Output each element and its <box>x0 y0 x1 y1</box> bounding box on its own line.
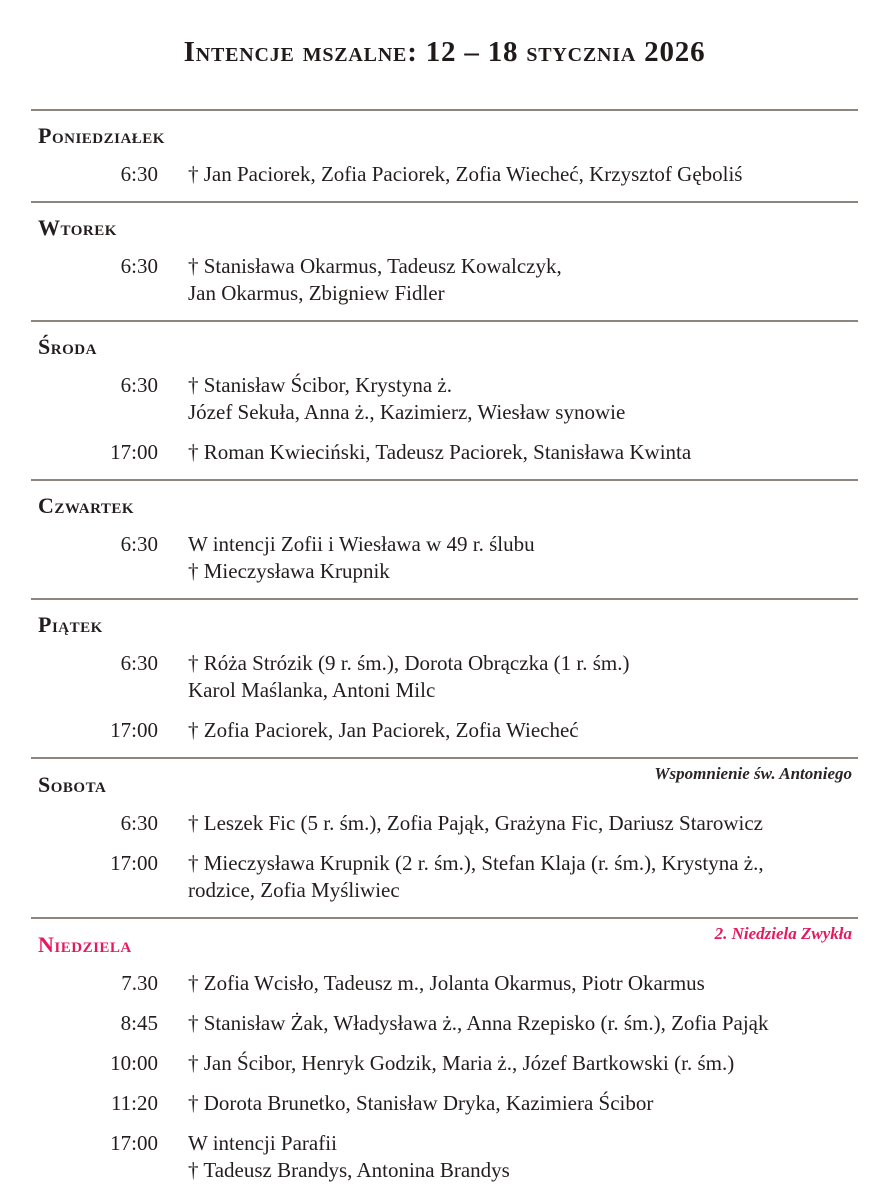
mass-time: 17:00 <box>110 851 158 875</box>
page-title: Intencje mszalne: 12 – 18 stycznia 2026 <box>183 36 706 68</box>
mass-intention <box>188 1050 858 1077</box>
mass-time: 17:00 <box>110 718 158 742</box>
day-section-czwartek <box>31 479 858 598</box>
day-header <box>31 759 858 797</box>
day-header <box>31 111 858 148</box>
mass-intention <box>188 650 858 704</box>
mass-intention-line: † Tadeusz Brandys, Antonina Brandys <box>188 1158 510 1182</box>
mass-intention-line: W intencji Zofii i Wiesława w 49 r. ślubu <box>188 532 535 556</box>
mass-row <box>31 810 858 837</box>
day-note: Wspomnienie św. Antoniego <box>654 764 852 783</box>
mass-intention-line: † Mieczysława Krupnik (2 r. śm.), Stefan Klaja (r. śm.), Krystyna ż., <box>188 851 764 875</box>
mass-row <box>31 1090 858 1117</box>
mass-intention-line: Karol Maślanka, Antoni Milc <box>188 678 436 702</box>
mass-row <box>31 439 858 466</box>
mass-intention-line: † Stanisław Żak, Władysława ż., Anna Rzepisko (r. śm.), Zofia Pająk <box>188 1011 769 1035</box>
day-header <box>31 203 858 240</box>
mass-time: 11:20 <box>110 1091 158 1115</box>
mass-row <box>31 253 858 307</box>
mass-row <box>31 970 858 997</box>
day-name: Czwartek <box>38 493 135 518</box>
mass-time: 6:30 <box>120 532 158 556</box>
day-name: Poniedziałek <box>38 123 165 148</box>
mass-intention <box>188 531 858 585</box>
mass-row <box>31 531 858 585</box>
mass-row <box>31 1130 858 1184</box>
day-section-niedziela <box>31 917 858 1197</box>
mass-intention-line: † Leszek Fic (5 r. śm.), Zofia Pająk, Grażyna Fic, Dariusz Starowicz <box>188 811 763 835</box>
day-section-wtorek <box>31 201 858 320</box>
mass-intention-line: Józef Sekuła, Anna ż., Kazimierz, Wiesław synowie <box>188 400 626 424</box>
mass-intention <box>188 1090 858 1117</box>
day-header <box>31 322 858 359</box>
mass-intention <box>188 810 858 837</box>
day-section-piatek <box>31 598 858 757</box>
mass-row <box>31 850 858 904</box>
mass-time: 8:45 <box>120 1011 158 1035</box>
mass-intention-line: † Stanisława Okarmus, Tadeusz Kowalczyk, <box>188 254 562 278</box>
day-name: Wtorek <box>38 215 117 240</box>
day-section-sroda <box>31 320 858 479</box>
mass-intention-line: W intencji Parafii <box>188 1131 337 1155</box>
day-name: Sobota <box>38 772 107 797</box>
mass-time: 6:30 <box>120 651 158 675</box>
mass-row <box>31 161 858 188</box>
mass-row <box>31 650 858 704</box>
mass-intention <box>188 970 858 997</box>
mass-intention <box>188 439 858 466</box>
mass-intention <box>188 161 858 188</box>
mass-intention <box>188 1010 858 1037</box>
mass-row <box>31 1010 858 1037</box>
mass-time: 17:00 <box>110 1131 158 1155</box>
mass-row <box>31 1050 858 1077</box>
day-header <box>31 600 858 637</box>
day-section-sobota <box>31 757 858 917</box>
mass-time: 7.30 <box>121 971 158 995</box>
mass-intention <box>188 372 858 426</box>
mass-time: 6:30 <box>120 254 158 278</box>
mass-time: 6:30 <box>120 811 158 835</box>
mass-intention-line: † Zofia Wcisło, Tadeusz m., Jolanta Okarmus, Piotr Okarmus <box>188 971 705 995</box>
mass-time: 10:00 <box>110 1051 158 1075</box>
mass-intention-line: † Róża Strózik (9 r. śm.), Dorota Obrączka (1 r. śm.) <box>188 651 630 675</box>
day-name: Środa <box>38 334 97 359</box>
day-section-poniedzialek <box>31 109 858 201</box>
mass-intention-line: † Roman Kwieciński, Tadeusz Paciorek, Stanisława Kwinta <box>188 440 692 464</box>
day-note: 2. Niedziela Zwykła <box>714 924 852 943</box>
mass-intention-line: † Jan Ścibor, Henryk Godzik, Maria ż., Józef Bartkowski (r. śm.) <box>188 1051 735 1075</box>
mass-intention <box>188 717 858 744</box>
mass-row <box>31 717 858 744</box>
day-header <box>31 919 858 957</box>
day-name: Niedziela <box>38 932 132 957</box>
mass-intention-line: † Stanisław Ścibor, Krystyna ż. <box>188 373 452 397</box>
mass-intention <box>188 253 858 307</box>
mass-time: 6:30 <box>120 162 158 186</box>
mass-row <box>31 372 858 426</box>
mass-intention-line: † Dorota Brunetko, Stanisław Dryka, Kazimiera Ścibor <box>188 1091 654 1115</box>
mass-intention-line: Jan Okarmus, Zbigniew Fidler <box>188 281 445 305</box>
mass-time: 6:30 <box>120 373 158 397</box>
day-header <box>31 481 858 518</box>
mass-intention <box>188 850 858 904</box>
mass-intention-line: rodzice, Zofia Myśliwiec <box>188 878 400 902</box>
mass-intention-line: † Mieczysława Krupnik <box>188 559 390 583</box>
mass-time: 17:00 <box>110 440 158 464</box>
day-name: Piątek <box>38 612 103 637</box>
mass-intention-line: † Zofia Paciorek, Jan Paciorek, Zofia Wiecheć <box>188 718 579 742</box>
mass-intention-line: † Jan Paciorek, Zofia Paciorek, Zofia Wiecheć, Krzysztof Gęboliś <box>188 162 743 186</box>
mass-intention <box>188 1130 858 1184</box>
